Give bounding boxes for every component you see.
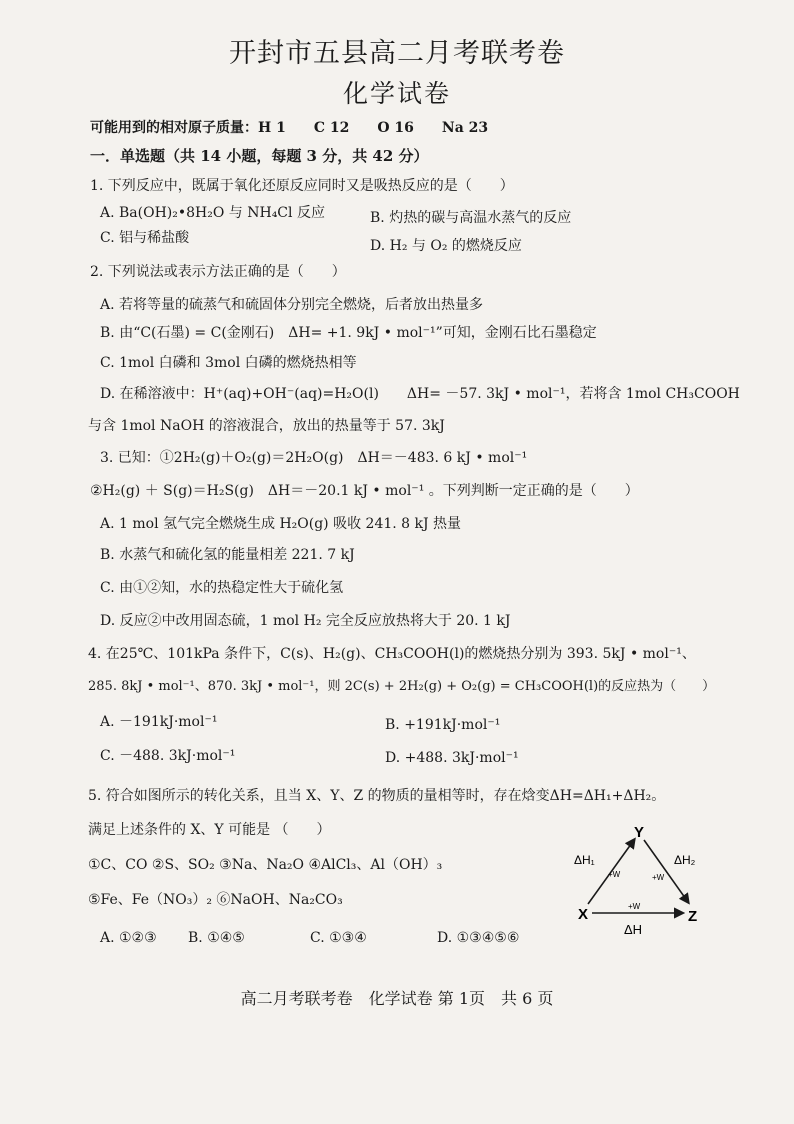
q1-option-a: A. Ba(OH)₂•8H₂O 与 NH₄Cl 反应 — [100, 205, 325, 221]
q2-option-d-line2: 与含 1mol NaOH 的溶液混合，放出的热量等于 57. 3kJ — [88, 418, 445, 434]
node-y: Y — [634, 824, 645, 841]
q4-option-b: B. +191kJ·mol⁻¹ — [385, 717, 501, 733]
q1-stem: 1. 下列反应中，既属于氧化还原反应同时又是吸热反应的是（ ） — [90, 178, 514, 194]
q2-option-a: A. 若将等量的硫蒸气和硫固体分别完全燃烧，后者放出热量多 — [100, 297, 484, 313]
atomic-masses: 可能用到的相对原子质量：H 1 C 12 O 16 Na 23 — [90, 120, 489, 136]
transformation-diagram — [570, 822, 715, 940]
node-x: X — [578, 906, 589, 923]
label-w-bottom: +W — [628, 902, 641, 911]
q5-choices-line1: ①C、CO ②S、SO₂ ③Na、Na₂O ④AlCl₃、Al（OH）₃ — [88, 857, 443, 873]
q4-option-d: D. +488. 3kJ·mol⁻¹ — [385, 750, 519, 766]
arrow-y-to-z — [644, 840, 688, 902]
label-dh: ΔH — [624, 922, 643, 937]
q5-option-c: C. ①③④ — [310, 930, 367, 946]
q5-stem-line2: 满足上述条件的 X、Y 可能是 （ ） — [88, 822, 331, 838]
q4-option-c: C. －488. 3kJ·mol⁻¹ — [100, 748, 236, 764]
q5-option-a: A. ①②③ — [100, 930, 157, 946]
q3-stem-line1: 3. 已知：①2H₂(g)＋O₂(g)＝2H₂O(g) ΔH＝－483. 6 kJ • mol⁻¹ — [100, 450, 528, 466]
q5-option-d: D. ①③④⑤⑥ — [437, 930, 520, 946]
q5-choices-line2: ⑤Fe、Fe（NO₃）₂ ⑥NaOH、Na₂CO₃ — [88, 892, 343, 908]
q4-option-a: A. －191kJ·mol⁻¹ — [100, 714, 218, 730]
q2-stem: 2. 下列说法或表示方法正确的是（ ） — [90, 264, 346, 280]
q3-option-b: B. 水蒸气和硫化氢的能量相差 221. 7 kJ — [100, 547, 355, 563]
section-heading: 一．单选题（共 14 小题，每题 3 分，共 42 分） — [90, 147, 429, 165]
q4-stem-line1: 4. 在25℃、101kPa 条件下，C(s)、H₂(g)、CH₃COOH(l)的燃烧热分别为 393. 5kJ • mol⁻¹、 — [88, 646, 696, 662]
q2-option-c: C. 1mol 白磷和 3mol 白磷的燃烧热相等 — [100, 355, 357, 371]
q2-option-b: B. 由“C(石墨) = C(金刚石) ΔH= +1. 9kJ • mol⁻¹”可知，金刚石比石墨稳定 — [100, 325, 597, 341]
exam-subtitle: 化学试卷 — [342, 79, 451, 108]
q1-option-c: C. 铝与稀盐酸 — [100, 230, 190, 246]
q2-option-d-line1: D. 在稀溶液中：H⁺(aq)+OH⁻(aq)=H₂O(l) ΔH= －57. 3kJ • mol⁻¹，若将含 1mol CH₃COOH — [100, 386, 740, 402]
node-z: Z — [688, 908, 698, 925]
q3-option-a: A. 1 mol 氢气完全燃烧生成 H₂O(g) 吸收 241. 8 kJ 热量 — [100, 516, 462, 532]
q5-option-b: B. ①④⑤ — [188, 930, 245, 946]
q3-option-d: D. 反应②中改用固态硫，1 mol H₂ 完全反应放热将大于 20. 1 kJ — [100, 613, 511, 629]
label-w-left: +W — [608, 870, 621, 879]
q1-option-b: B. 灼热的碳与高温水蒸气的反应 — [370, 210, 572, 226]
label-w-right: +W — [652, 873, 665, 882]
label-dh2: ΔH₂ — [674, 853, 696, 867]
page-footer: 高二月考联考卷 化学试卷 第 1页 共 6 页 — [240, 989, 554, 1008]
label-dh1: ΔH₁ — [574, 853, 595, 867]
q3-stem-line2: ②H₂(g) ＋ S(g)＝H₂S(g) ΔH＝－20.1 kJ • mol⁻¹ 。下列判断一定正确的是（ ） — [90, 483, 639, 499]
q1-option-d: D. H₂ 与 O₂ 的燃烧反应 — [370, 238, 522, 254]
q3-option-c: C. 由①②知，水的热稳定性大于硫化氢 — [100, 580, 344, 596]
q5-stem-line1: 5. 符合如图所示的转化关系，且当 X、Y、Z 的物质的量相等时，存在焓变ΔH=ΔH₁+ΔH₂。 — [88, 788, 666, 804]
q4-stem-line2: 285. 8kJ • mol⁻¹、870. 3kJ • mol⁻¹，则 2C(s) + 2H₂(g) + O₂(g) = CH₃COOH(l)的反应热为（ ） — [88, 679, 716, 694]
exam-title: 开封市五县高二月考联考卷 — [229, 38, 565, 69]
